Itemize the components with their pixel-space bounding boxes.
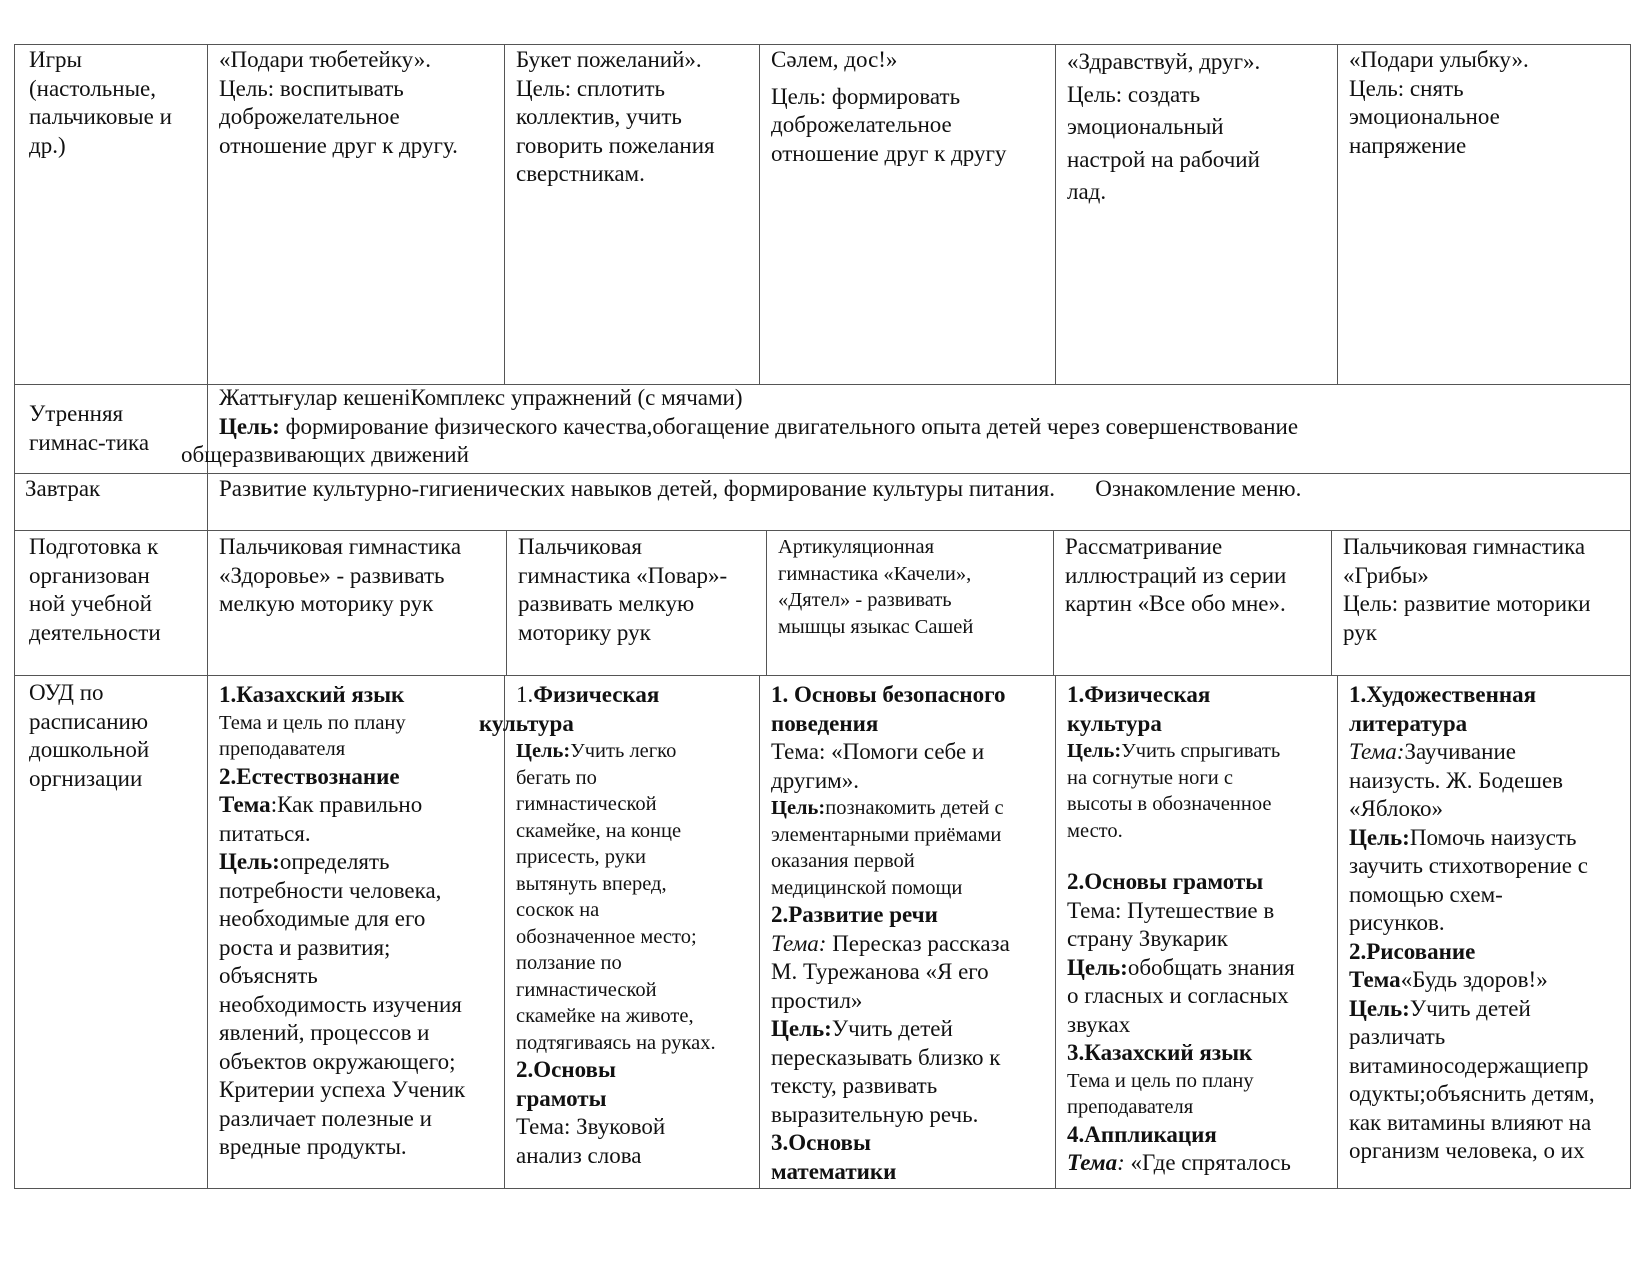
goal-label: Цель: [1349,824,1410,850]
table-border-left [14,44,15,1189]
breakfast-row-label: Завтрак [25,476,101,501]
goal-text: определять потребности человека, необходимые для его роста и развития; объяснять необходимость изучения явлений, процессов и объектов окружающего; Критерии успеха Ученик различает полезные и вредные продукты. [219,849,466,1159]
goal-label: Цель: [516,740,571,762]
topic-text: «Будь здоров!» [1400,967,1548,992]
lesson-topic: Тема и цель по плану преподавателя [219,711,406,760]
goal-label: Цель: [1349,995,1410,1021]
goal-label: Цель: [219,413,280,439]
games-tuesday: Букет пожеланий». Цель: сплотить коллектив, учить говорить пожелания сверстникам. [516,47,715,186]
topic-text: :Как правильно питаться. [219,792,423,846]
table-border-right [1630,44,1631,1189]
preparation-row-label: Подготовка к организован ной учебной деятельности [29,534,161,645]
goal-label: Цель: [771,1016,832,1041]
preparation-wednesday: Артикуляционная гимнастика «Качели», «Дятел» - развивать мышцы языкас Сашей [778,536,974,638]
lesson-heading-continued: культура [479,710,574,736]
lesson-heading: 1.Художественная литература [1349,682,1537,736]
preparation-thursday: Рассматривание иллюстраций из серии картин «Все обо мне». [1065,534,1287,616]
lesson-heading: 2.Естествознание [219,763,400,789]
lesson-topic: Тема: «Помоги себе и другим». [771,739,985,793]
games-friday: «Подари улыбку». Цель: снять эмоциональное напряжение [1349,47,1529,158]
gymnastics-row-label: Утренняя гимнас-тика [29,401,150,455]
lesson-goal [1067,738,1335,844]
topic-label: Тема: [771,930,827,956]
lesson-goal [1349,824,1629,938]
lesson-heading: 2.Рисование [1349,938,1476,964]
gymnastics-content [181,384,1629,473]
column-divider [1055,44,1056,385]
topic-text: Пересказ рассказа М. Турежанова «Я его простил» [771,930,1010,1013]
lesson-topic [219,791,502,848]
goal-label: Цель: [1067,954,1128,980]
lesson-topic: Тема: Звуковой анализ слова [516,1114,666,1168]
column-divider [759,675,760,1189]
breakfast-content: Развитие культурно-гигиенических навыков детей, формирование культуры питания. Ознакомление меню. [219,476,1302,501]
lesson-goal [771,795,1053,901]
oud-monday [219,681,502,1187]
column-divider [759,44,760,385]
goal-text: познакомить детей с элементарными приёмами оказания первой медицинской помощи [771,797,1004,899]
oud-tuesday [479,681,757,1187]
goal-text: Учить спрыгивать на согнутые ноги с высоты в обозначенное место. [1067,740,1281,842]
goal-text: обобщать знания о гласных и согласных звуках [1067,954,1295,1037]
games-wednesday-title: Сәлем, дос!» [771,47,898,72]
lesson-heading: 4.Аппликация [1067,1121,1217,1147]
games-wednesday-goal: Цель: формировать доброжелательное отношение друг к другу [771,83,1007,166]
column-divider [766,530,767,676]
games-row-label: Игры (настольные, пальчиковые и др.) [29,47,172,158]
lesson-goal [1349,995,1629,1166]
gymnastics-goal [209,413,1629,442]
table-border-bottom [14,1188,1631,1189]
gymnastics-goal-continued: общеразвивающих движений [181,442,469,467]
column-divider [504,44,505,385]
lesson-number: 1. [516,682,534,707]
gymnastics-exercise-complex: Жаттығулар кешеніКомплекс упражнений (с мячами) [219,385,743,410]
goal-label: Цель: [771,797,826,819]
schedule-table [14,44,1631,1189]
lesson-goal [1067,954,1335,1040]
games-thursday [1067,46,1335,209]
lesson-topic [1349,966,1629,995]
row-divider [14,675,1631,676]
lesson-heading [492,681,757,710]
oud-row-label: ОУД по расписанию дошкольной оргнизации [29,680,150,791]
lesson-topic: Тема: Путешествие в страну Звукарик [1067,897,1275,951]
preparation-friday: Пальчиковая гимнастика «Грибы» Цель: развитие моторики рук [1343,534,1591,645]
goal-text: формирование физического качества,обогащение двигательного опыта детей через совершенствование [279,413,1299,439]
lesson-goal [219,848,502,1162]
label-column-divider [207,44,208,1189]
oud-wednesday [771,681,1053,1187]
topic-label: Тема: [1349,739,1405,764]
preparation-tuesday: Пальчиковая гимнастика «Повар»- развивать мелкую моторику рук [518,534,728,645]
column-divider [1331,530,1332,676]
goal-text: Учить легко бегать по гимнастической скамейке, на конце присесть, руки вытянуть вперед, соскок на обозначенное место; ползание по гимнастической скамейке на животе, подтягиваясь на руках. [516,740,716,1054]
lesson-topic: Тема и цель по плану преподавателя [1067,1069,1254,1118]
lesson-heading: 1.Физическая культура [1067,682,1211,736]
column-divider [506,530,507,676]
row-divider [14,473,1631,474]
goal-text: Учить детей пересказывать близко к тексту, развивать выразительную речь. [771,1016,1001,1127]
goal-label: Цель: [1067,740,1122,762]
lesson-heading: 2.Развитие речи [771,902,938,927]
lesson-heading: 2.Основы грамоты [1067,869,1264,894]
topic-label: Тема [219,792,271,817]
preparation-monday: Пальчиковая гимнастика «Здоровье» - развивать мелкую моторику рук [219,534,462,616]
column-divider [1337,675,1338,1189]
lesson-name: Физическая [533,682,660,707]
lesson-heading: 2.Основы грамоты [516,1057,616,1111]
games-thursday-text: «Здравствуй, друг». Цель: создать эмоциональный настрой на рабочий лад. [1067,49,1261,204]
column-divider [1337,44,1338,385]
table-border-top [14,44,1631,45]
row-divider [14,530,1631,531]
topic-colon: : [1117,1150,1125,1175]
lesson-topic [1349,738,1629,824]
goal-text: Учить детей различать витаминосодержащиепр одукты;объяснить детям, как витамины влияют на организм человека, о их [1349,995,1595,1163]
column-divider [1053,530,1054,676]
lesson-topic [771,930,1053,1016]
games-wednesday [771,46,1053,168]
topic-label: Тема [1067,1150,1118,1175]
lesson-goal [771,1015,1053,1129]
topic-text: «Где спряталось [1124,1150,1291,1175]
goal-text: Помочь наизусть заучить стихотворение с помощью схем- рисунков. [1349,824,1588,935]
lesson-heading: 3.Казахский язык [1067,1040,1253,1065]
column-divider [1055,675,1056,1189]
games-monday: «Подари тюбетейку». Цель: воспитывать доброжелательное отношение друг к другу. [219,47,458,158]
lesson-heading: 1. Основы безопасного поведения [771,682,1006,736]
lesson-heading: 1.Казахский язык [219,682,405,707]
oud-thursday [1067,681,1335,1187]
topic-text: Заучивание наизусть. Ж. Бодешев «Яблоко» [1349,739,1564,821]
lesson-topic [1067,1149,1335,1178]
topic-label: Тема [1349,967,1401,992]
oud-friday [1349,681,1629,1187]
lesson-goal [492,738,757,1056]
lesson-heading: 3.Основы математики [771,1130,897,1184]
goal-label: Цель: [219,849,280,874]
